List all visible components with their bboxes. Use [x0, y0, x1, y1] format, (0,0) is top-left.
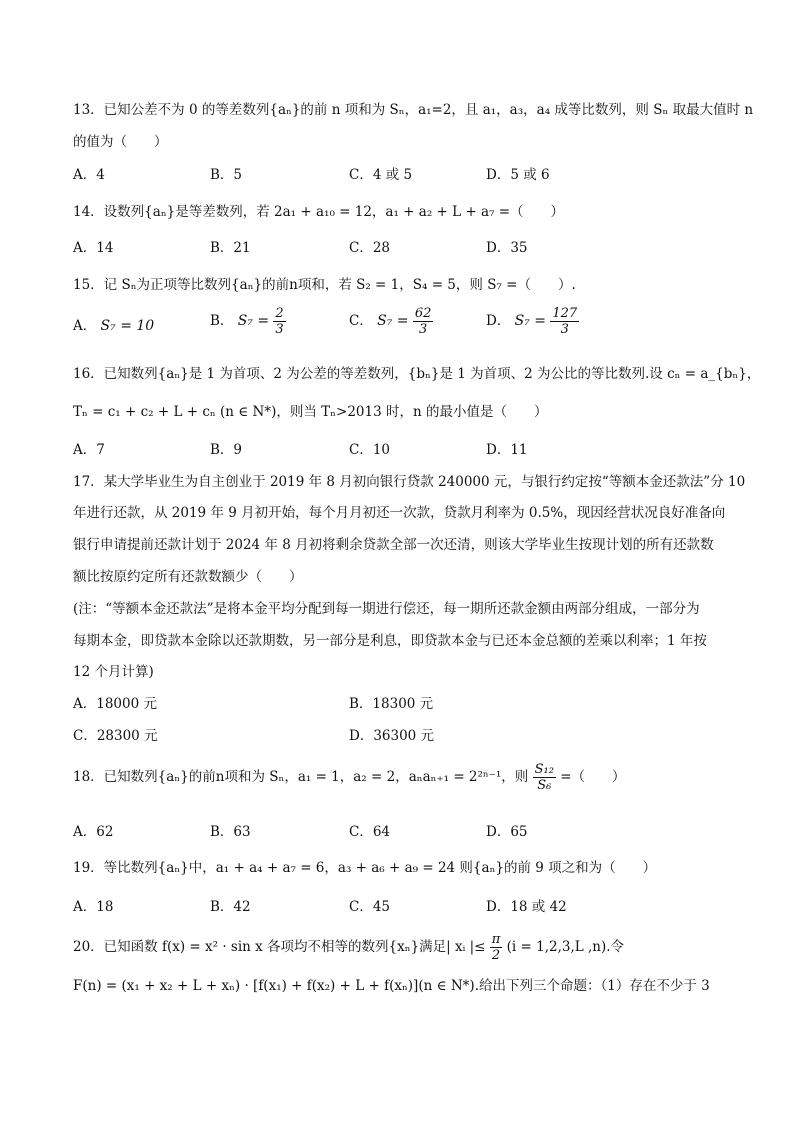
q15-stem: 15．记 Sₙ为正项等比数列{aₙ}的前n项和，若 S₂ = 1，S₄ = 5，则 S₇ =（ ）. [73, 277, 576, 293]
q17-option-d: D．36300 元 [349, 728, 435, 744]
q18-ratio-fraction [533, 762, 556, 793]
q17-stem-line3: 银行申请提前还款计划于 2024 年 8 月初将剩余贷款全部一次还清，则该大学毕业生按现计划的所有还款数 [73, 537, 714, 553]
q15-option-d-label: D． [486, 313, 511, 329]
q20-stem-line1-b: (i = 1,2,3,L ,n).令 [506, 939, 625, 955]
q15-option-a-label: A． [73, 318, 97, 334]
q15-option-b-expr: S₇ = [237, 313, 270, 329]
q17-note-line3: 12 个月计算) [73, 664, 154, 680]
q19-option-a: A．18 [73, 899, 114, 915]
q15-option-c-fraction [413, 306, 434, 337]
q16-option-d: D．11 [486, 442, 528, 458]
q13-option-c: C．4 或 5 [349, 167, 413, 183]
q17-stem-line4: 额比按原约定所有还款数额少（ ） [73, 569, 303, 585]
q14-option-d: D．35 [486, 240, 528, 256]
q15-option-a [73, 316, 154, 336]
q20-pi-over-2-fraction [490, 932, 503, 963]
q20-stem-line1-a: 20．已知函数 f(x) = x² · sin x 各项均不相等的数列{xₙ}满足| xᵢ |≤ [73, 939, 486, 955]
fraction-denominator: 2 [491, 948, 501, 963]
q15-option-c-label: C． [349, 313, 373, 329]
fraction-numerator: 2 [275, 306, 284, 321]
fraction-numerator: 62 [414, 306, 432, 321]
fraction-denominator: 3 [418, 322, 428, 337]
q18-stem-text: 18．已知数列{aₙ}的前n项和为 Sₙ，a₁ = 1，a₂ = 2，aₙaₙ₊₁ = 2²ⁿ⁻¹，则 [73, 769, 529, 785]
fraction-numerator: 127 [552, 306, 578, 321]
q13-stem-line2: 的值为（ ） [73, 134, 168, 150]
q16-stem-line2: Tₙ = c₁ + c₂ + L + cₙ (n ∈ N*)，则当 Tₙ>2013 时，n 的最小值是（ ） [73, 404, 548, 420]
q19-option-c: C．45 [349, 899, 391, 915]
q15-option-c-expr: S₇ = [377, 313, 409, 329]
q17-option-c: C．28300 元 [73, 728, 158, 744]
q13-option-d: D．5 或 6 [486, 167, 550, 183]
q18-stem [73, 762, 626, 793]
q16-stem-line1: 16．已知数列{aₙ}是 1 为首项、2 为公差的等差数列，{bₙ}是 1 为首项、2 为公比的等比数列.设 cₙ = a_{bₙ}， [73, 366, 761, 382]
fraction-numerator: π [491, 932, 501, 947]
q18-option-c: C．64 [349, 824, 391, 840]
q18-option-a: A．62 [73, 824, 114, 840]
fraction-denominator: 3 [275, 322, 284, 337]
q17-option-a: A．18000 元 [73, 696, 157, 712]
q16-option-b: B．9 [210, 442, 243, 458]
q14-option-c: C．28 [349, 240, 391, 256]
q13-option-a: A．4 [73, 167, 105, 183]
q14-option-a: A．14 [73, 240, 114, 256]
q18-option-b: B．63 [210, 824, 251, 840]
q14-stem: 14．设数列{aₙ}是等差数列，若 2a₁ + a₁₀ = 12，a₁ + a₂ + L + a₇ =（ ） [73, 204, 565, 220]
q14-option-b: B．21 [210, 240, 251, 256]
q15-option-d-fraction [550, 306, 579, 337]
q16-option-a: A．7 [73, 442, 105, 458]
q15-option-d-expr: S₇ = [514, 313, 547, 329]
fraction-denominator: S₆ [537, 778, 552, 793]
q17-note-line1: (注：“等额本金还款法”是将本金平均分配到每一期进行偿还，每一期所还款金额由两部分组成，一部分为 [73, 601, 700, 617]
q19-stem: 19．等比数列{aₙ}中，a₁ + a₄ + a₇ = 6，a₃ + a₆ + a₉ = 24 则{aₙ}的前 9 项之和为（ ） [73, 860, 657, 876]
q18-option-d: D．65 [486, 824, 528, 840]
q15-option-b [210, 306, 286, 337]
fraction-numerator: S₁₂ [534, 762, 554, 777]
q16-option-c: C．10 [349, 442, 391, 458]
q18-stem-tail: =（ ） [560, 769, 626, 785]
fraction-denominator: 3 [560, 322, 569, 337]
q19-option-b: B．42 [210, 899, 251, 915]
q15-option-c [349, 306, 433, 337]
q15-option-b-fraction [273, 306, 285, 337]
q19-option-d: D．18 或 42 [486, 899, 567, 915]
q17-stem-line2: 年进行还款，从 2019 年 9 月初开始，每个月月初还一次款，贷款月利率为 0.5%，现因经营状况良好准备向 [73, 505, 726, 521]
q15-option-a-expr: S₇ = 10 [100, 318, 155, 334]
q15-option-b-label: B． [210, 313, 234, 329]
q17-stem-line1: 17．某大学毕业生为自主创业于 2019 年 8 月初向银行贷款 240000 元，与银行约定按“等额本金还款法”分 10 [73, 474, 746, 490]
q17-option-b: B．18300 元 [349, 696, 434, 712]
q13-stem-line1: 13．已知公差不为 0 的等差数列{aₙ}的前 n 项和为 Sₙ，a₁=2，且 a₁，a₃，a₄ 成等比数列，则 Sₙ 取最大值时 n [73, 102, 754, 118]
q20-stem-line1 [73, 932, 624, 963]
q20-stem-line2: F(n) = (x₁ + x₂ + L + xₙ) · [f(x₁) + f(x₂) + L + f(xₙ)](n ∈ N*).给出下列三个命题：（1）存在不少于 3 [73, 978, 710, 994]
q17-note-line2: 每期本金，即贷款本金除以还款期数，另一部分是利息，即贷款本金与已还本金总额的差乘以利率；1 年按 [73, 633, 707, 649]
q15-option-d [486, 306, 579, 337]
q13-option-b: B．5 [210, 167, 243, 183]
